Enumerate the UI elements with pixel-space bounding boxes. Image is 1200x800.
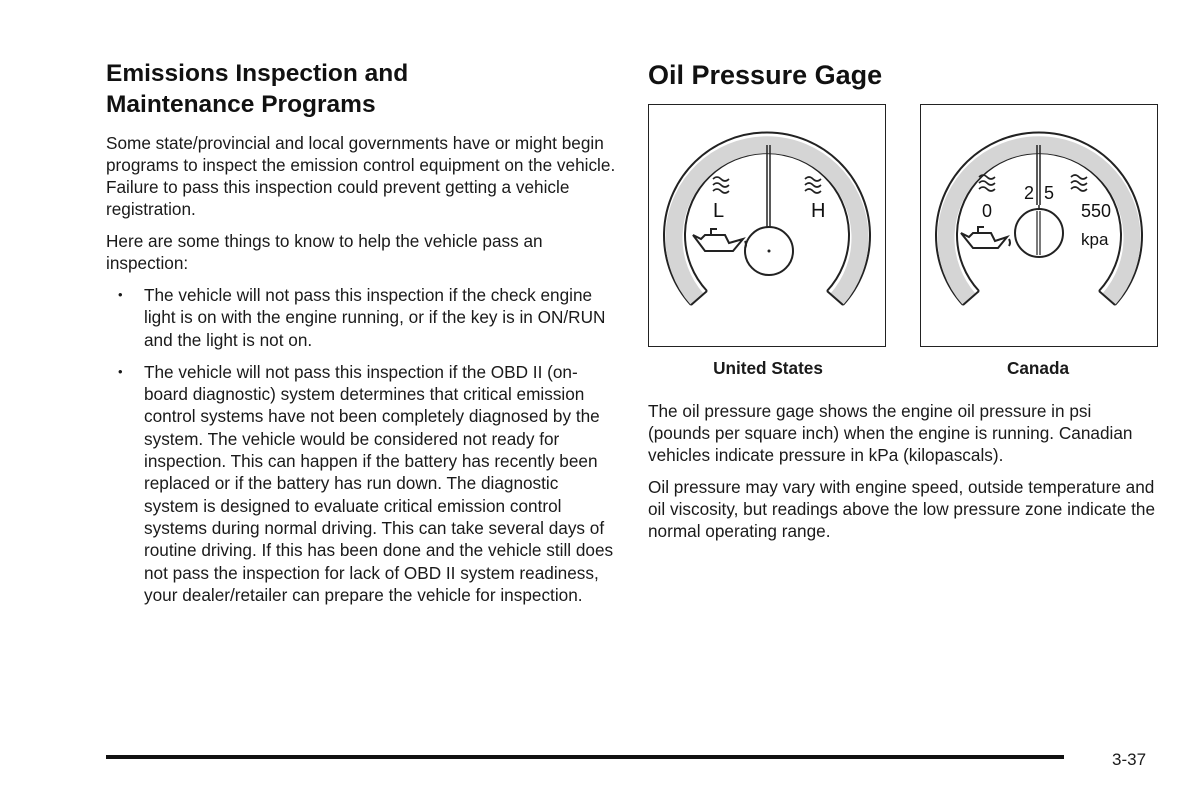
gauge-max-label: 550 xyxy=(1081,201,1112,221)
section-heading-oil-pressure: Oil Pressure Gage xyxy=(648,60,883,90)
oil-can-icon xyxy=(961,227,1010,248)
footer-rule xyxy=(106,755,1064,759)
gauge-caption-us: United States xyxy=(713,358,823,378)
paragraph: Oil pressure may vary with engine speed, outside temperature and oil viscosity, but readings above the low pressure zone indicate the normal operating range. xyxy=(648,477,1155,541)
page-number: 3-37 xyxy=(1112,750,1147,769)
gauge-min-label: 0 xyxy=(982,201,993,221)
gauge-canada-illustration xyxy=(921,105,1157,346)
gauge-mid1-label: 2 xyxy=(1024,183,1035,203)
left-column xyxy=(106,58,616,616)
list-item-text: The vehicle will not pass this inspection if the check engine light is on with the engine running, or if the key is in ON/RUN and the light is not on. xyxy=(144,285,606,350)
bullet-list xyxy=(106,284,616,606)
bullet-dot: • xyxy=(118,287,123,302)
paragraph: Here are some things to know to help the vehicle pass an inspection: xyxy=(106,231,543,273)
oil-can-icon xyxy=(693,229,746,251)
gauge-us-box xyxy=(648,104,886,347)
gauge-mid2-label: 5 xyxy=(1044,183,1055,203)
oil-pressure-figure xyxy=(648,104,1158,404)
list-item xyxy=(106,284,616,351)
oil-pressure-text xyxy=(648,400,1158,552)
gauge-canada-box xyxy=(920,104,1158,347)
list-item-text: The vehicle will not pass this inspection if the OBD II (on-board diagnostic) system determines that critical emission control systems have not been completely diagnosed by the system. The vehicle would be considered not ready for inspection. This can happen if the battery has recently been replaced or if the battery has run down. The diagnostic system is designed to evaluate critical emission control systems during normal driving. This can take several days of routine driving. If this has been done and the vehicle still does not pass the inspection for lack of OBD II system readiness, your dealer/retailer can prepare the vehicle for inspection. xyxy=(144,361,614,605)
gauge-caption-canada: Canada xyxy=(1006,358,1070,378)
right-column xyxy=(648,58,1158,92)
heading-line-1: Emissions Inspection and xyxy=(106,60,409,87)
heading-line-2: Maintenance Programs xyxy=(106,91,376,118)
gauge-unit-label: kpa xyxy=(1081,230,1109,249)
oil-drop-icon xyxy=(713,177,729,193)
paragraph: The oil pressure gage shows the engine oil pressure in psi (pounds per square inch) when the engine is running. Canadian vehicles indicate pressure in kPa (kilopascals). xyxy=(648,401,1133,465)
section-heading-emissions xyxy=(106,58,616,120)
gauge-high-label: H xyxy=(811,200,826,222)
paragraph: Some state/provincial and local governments have or might begin programs to inspect the emission control equipment on the vehicle. Failure to pass this inspection could prevent getting a vehicle registration. xyxy=(106,133,616,219)
bullet-dot: • xyxy=(118,363,123,379)
gauge-low-label: L xyxy=(713,200,725,222)
list-item xyxy=(106,361,616,606)
gauge-us-illustration xyxy=(649,105,885,346)
